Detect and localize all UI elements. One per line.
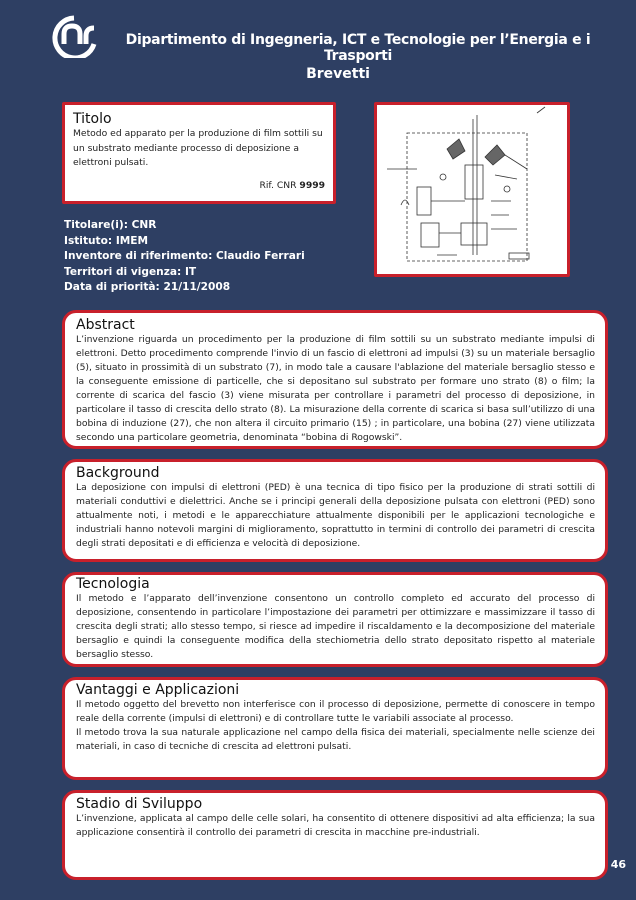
background-box [62, 459, 608, 562]
department-title: Dipartimento di Ingegneria, ICT e Tecnologie per l’Energia e i Trasporti [125, 32, 591, 64]
background-text: La deposizione con impulsi di elettroni (PED) è una tecnica di tipo fisico per la produzione di strati sottili di materiali conduttivi e dielettrici. Anche se i principi generali della deposizione pulsata con elettroni (PED) sono attualmente noti, i metodi e le apparecchiature attualmente disponibili per le applicazioni tecnologiche e industriali hanno notevoli margini di miglioramento, soprattutto in termini di controllo dei parametri di crescita degli strati depositati e di efficienza e velocità di deposizione. [76, 482, 595, 549]
titolo-box [62, 102, 336, 204]
abstract-heading: Abstract [76, 317, 135, 333]
page-number: 46 [610, 858, 626, 871]
vantaggi-text-2: Il metodo trova la sua naturale applicazione nel campo della fisica dei materiali, specialmente nelle scienze dei materiali, in caso di tecniche di crescita ad elettroni pulsati. [76, 727, 595, 752]
vantaggi-heading: Vantaggi e Applicazioni [76, 682, 240, 698]
titolo-text: Metodo ed apparato per la produzione di film sottili su un substrato mediante processo di deposizione a elettroni pulsati. [73, 128, 323, 168]
institute-line: Istituto: IMEM [64, 234, 149, 247]
titolo-heading: Titolo [73, 111, 112, 127]
patent-drawing-icon [377, 105, 567, 274]
reference-label: Rif. CNR [259, 180, 297, 191]
reference-number: 9999 [299, 180, 325, 191]
background-heading: Background [76, 465, 160, 481]
tecnologia-heading: Tecnologia [76, 576, 150, 592]
reference [259, 180, 325, 191]
patent-metadata [64, 218, 305, 296]
section-title: Brevetti [306, 66, 370, 82]
holder-line: Titolare(i): CNR [64, 219, 157, 231]
vantaggi-box [62, 677, 608, 780]
vantaggi-text-1: Il metodo oggetto del brevetto non interferisce con il processo di deposizione, permette di conoscere in tempo reale della corrente (impulsi di elettroni) e di controllare tutte le variabili associate al processo. [76, 699, 595, 724]
figure-box [374, 102, 570, 277]
tecnologia-text: Il metodo e l’apparato dell’invenzione consentono un controllo completo ed accurato del processo di deposizione, consentendo in particolare l’impostazione dei parametri per ottimizzare e massimizzare il tasso di crescita degli strati; allo stesso tempo, si riesce ad impedire il riscaldamento e la decomposizione del materiale bersaglio e quindi la conseguente modifica della stechiometria dello strato depositato rispetto al materiale bersaglio stesso. [76, 593, 595, 660]
stadio-box [62, 790, 608, 880]
stadio-text: L’invenzione, applicata al campo delle celle solari, ha consentito di ottenere dispositivi ad alta efficienza; la sua applicazione consentirà il controllo dei parametri di crescita in macchine pre-industriali. [76, 813, 595, 838]
cnr-logo-icon [48, 14, 100, 58]
tecnologia-box [62, 572, 608, 667]
abstract-box [62, 310, 608, 449]
inventor-line: Inventore di riferimento: Claudio Ferrari [64, 250, 305, 263]
priority-date-line: Data di priorità: 21/11/2008 [64, 281, 231, 294]
stadio-heading: Stadio di Sviluppo [76, 796, 203, 812]
abstract-text: L’invenzione riguarda un procedimento per la produzione di film sottili su un substrato mediante impulsi di elettroni. Detto procedimento comprende l'invio di un fascio di elettroni ad impulsi (3) su un materiale bersaglio (5), situato in prossimità di un substrato (7), in modo tale a causare l'ablazione del materiale bersaglio stesso e la conseguente emissione di particelle, che si depositano sul substrato per formare uno strato (8) o film; la corrente di scarica del fascio (3) viene misurata per controllare i parametri del processo di deposizione, in particolare il tasso di crescita dello strato (8). La misurazione della corrente di scarica si basa sull’utilizzo di una bobina di induzione (27), che non altera il circuito primario (15) ; in particolare, una bobina (27) viene utilizzata secondo una particolare geometria, denominata “bobina di Rogowski”. [76, 334, 595, 443]
territories-line: Territori di vigenza: IT [64, 265, 197, 278]
